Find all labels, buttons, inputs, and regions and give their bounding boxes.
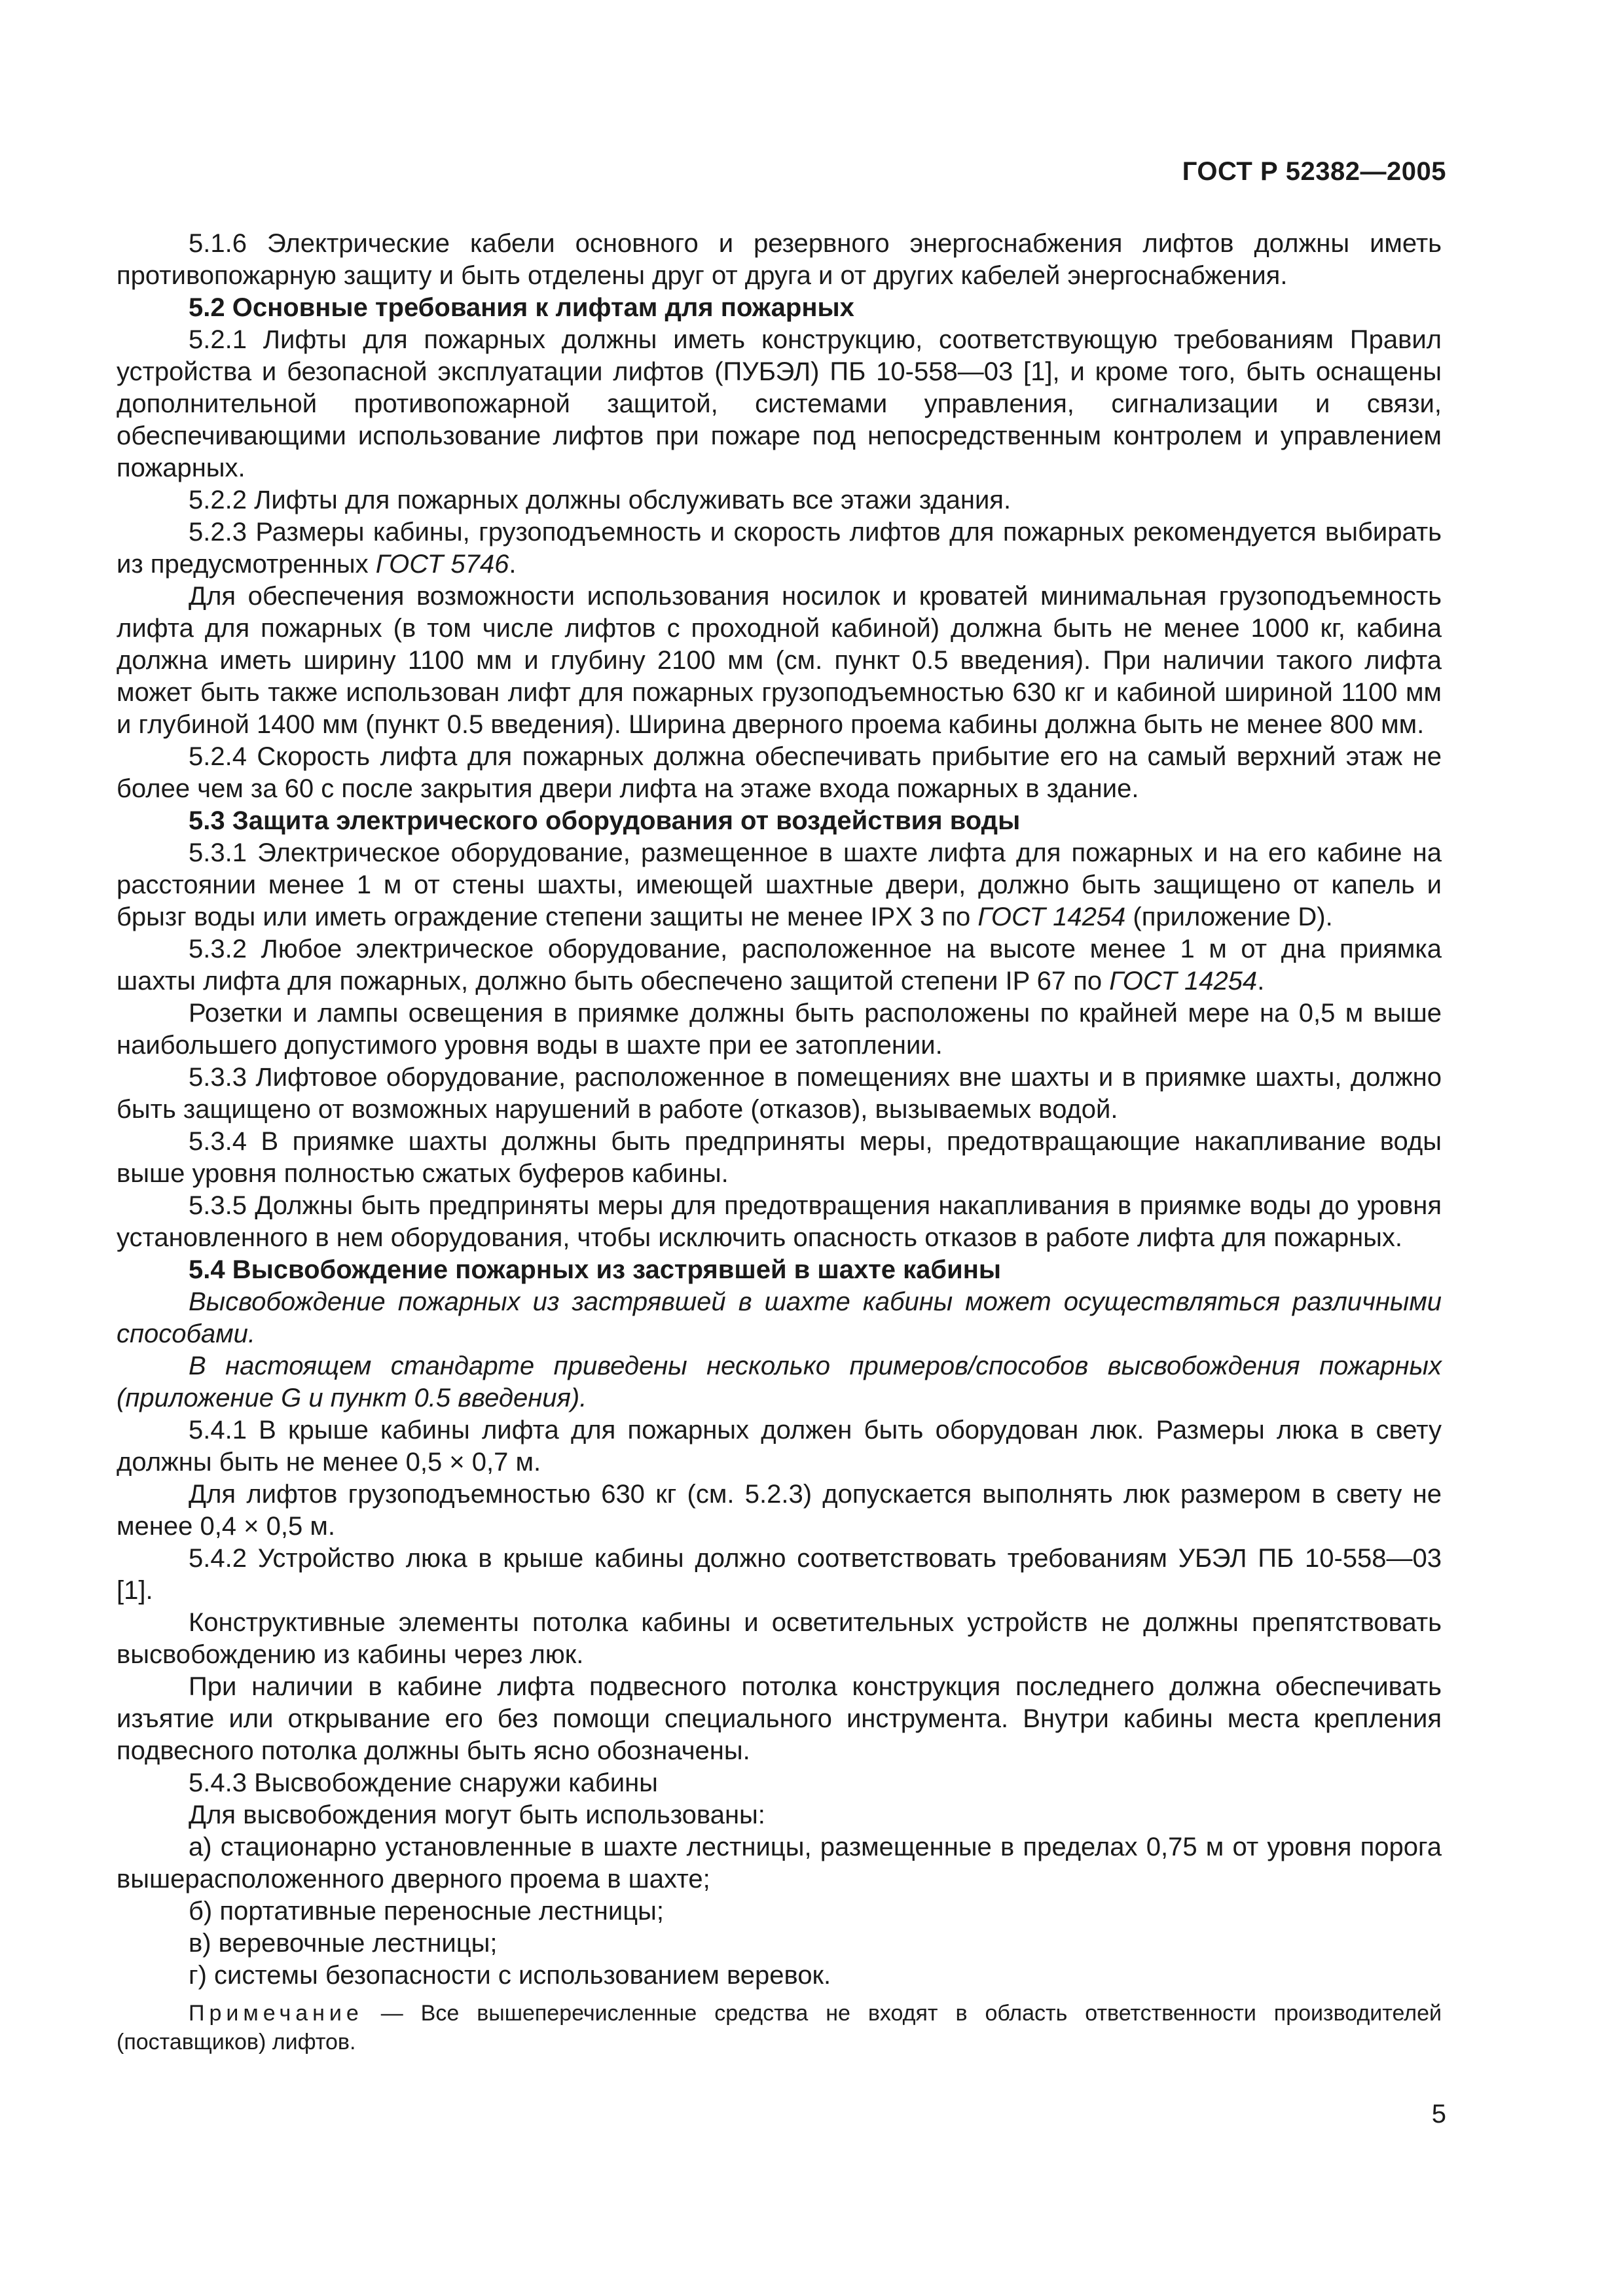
list-item-a: а) стационарно установленные в шахте лестницы, размещенные в пределах 0,75 м от уровня порога вышерасположенного дверного проема в шахте; — [117, 1833, 1442, 1893]
standard-header: ГОСТ Р 52382—2005 — [1182, 157, 1446, 186]
paragraph-5-1-6: 5.1.6 Электрические кабели основного и резервного энергоснабжения лифтов должны иметь противопожарную защиту и быть отделены друг от друга и от других кабелей энергоснабжения. — [117, 229, 1442, 290]
gost-reference: ГОСТ 14254 — [1109, 967, 1258, 996]
paragraph-5-2-3-cont: Для обеспечения возможности использования носилок и кроватей минимальная грузоподъемность лифта для пожарных (в том числе лифтов с проходной кабиной) должна быть не менее 1000 кг, кабина должна иметь ширину 1100 мм и глубину 2100 мм (см. пункт 0.5 введения). При наличии такого лифта может быть также использован лифт для пожарных грузоподъемностью 630 кг и кабиной шириной 1100 мм и глубиной 1400 мм (пункт 0.5 введения). Ширина дверного проема кабины должна быть не менее 800 мм. — [117, 582, 1442, 739]
list-item-b: б) портативные переносные лестницы; — [189, 1897, 665, 1926]
paragraph-5-3-2 — [117, 933, 1442, 997]
note — [117, 1999, 1442, 2056]
paragraph-5-3-5: 5.3.5 Должны быть предприняты меры для предотвращения накапливания в приямке воды до уровня установленного в нем оборудования, чтобы исключить опасность отказов в работе лифта для пожарных. — [117, 1191, 1442, 1252]
list-item-c: в) веревочные лестницы; — [189, 1929, 498, 1958]
paragraph-5-4-3: 5.4.3 Высвобождение снаружи кабины — [189, 1768, 658, 1797]
paragraph-5-4-2-ceiling: При наличии в кабине лифта подвесного потолка конструкция последнего должна обеспечивать изъятие или открывание его без помощи специального инструмента. Внутри кабины места крепления подвесного потолка должны быть ясно обозначены. — [117, 1672, 1442, 1765]
paragraph-5-3-4: 5.3.4 В приямке шахты должны быть предприняты меры, предотвращающие накапливание воды выше уровня полностью сжатых буферов кабины. — [117, 1127, 1442, 1188]
page-number: 5 — [1431, 2100, 1446, 2128]
paragraph-5-3-2-end: . — [1257, 967, 1265, 996]
section-heading-5-3: 5.3 Защита электрического оборудования от воздействия воды — [189, 806, 1021, 835]
paragraph-5-4-1: 5.4.1 В крыше кабины лифта для пожарных должен быть оборудован люк. Размеры люка в свету должны быть не менее 0,5 × 0,7 м. — [117, 1416, 1442, 1477]
paragraph-5-3-2-cont: Розетки и лампы освещения в приямке должны быть расположены по крайней мере на 0,5 м выше наибольшего допустимого уровня воды в шахте при ее затоплении. — [117, 999, 1442, 1060]
paragraph-5-3-1 — [117, 837, 1442, 933]
paragraph-5-2-4: 5.2.4 Скорость лифта для пожарных должна обеспечивать прибытие его на самый верхний этаж не более чем за 60 с после закрытия двери лифта на этаже входа пожарных в здание. — [117, 742, 1442, 803]
paragraph-5-2-2: 5.2.2 Лифты для пожарных должны обслуживать все этажи здания. — [189, 486, 1012, 514]
gost-reference: ГОСТ 14254 — [977, 903, 1126, 931]
paragraph-5-3-2-text: 5.3.2 Любое электрическое оборудование, расположенное на высоте менее 1 м от дна приямка шахты лифта для пожарных, должно быть обеспечено защитой степени IP 67 по — [117, 935, 1442, 996]
paragraph-5-2-3-end: . — [509, 550, 517, 579]
paragraph-5-3-3: 5.3.3 Лифтовое оборудование, расположенное в помещениях вне шахты и в приямке шахты, должно быть защищено от возможных нарушений в работе (отказов), вызываемых водой. — [117, 1063, 1442, 1124]
note-label: Примечание — [189, 2001, 363, 2026]
paragraph-5-4-3-intro: Для высвобождения могут быть использованы: — [189, 1801, 765, 1829]
paragraph-5-4-2-cont: Конструктивные элементы потолка кабины и осветительных устройств не должны препятствовать высвобождению из кабины через люк. — [117, 1608, 1442, 1669]
note-text: — Все вышеперечисленные средства не входят в область ответственности производителей (поставщиков) лифтов. — [117, 2001, 1442, 2054]
section-heading-5-2: 5.2 Основные требования к лифтам для пожарных — [189, 293, 854, 322]
list-item-d: г) системы безопасности с использованием веревок. — [189, 1961, 831, 1990]
document-body — [117, 228, 1442, 1992]
section-heading-5-4: 5.4 Высвобождение пожарных из застрявшей в шахте кабины — [189, 1255, 1002, 1284]
paragraph-5-2-1: 5.2.1 Лифты для пожарных должны иметь конструкцию, соответствующую требованиям Правил устройства и безопасной эксплуатации лифтов (ПУБЭЛ) ПБ 10-558—03 [1], и кроме того, быть оснащены дополнительной противопожарной защитой, системами управления, сигнализации и связи, обеспечивающими использование лифтов при пожаре под непосредственным контролем и управлением пожарных. — [117, 325, 1442, 482]
paragraph-5-2-3-text: 5.2.3 Размеры кабины, грузоподъемность и скорость лифтов для пожарных рекомендуется выбирать из предусмотренных — [117, 518, 1442, 579]
paragraph-5-3-1-text: 5.3.1 Электрическое оборудование, размещенное в шахте лифта для пожарных и на его кабине на расстоянии менее 1 м от стены шахты, имеющей шахтные двери, должно быть защищено от капель и брызг воды или иметь ограждение степени защиты не менее IPX 3 по — [117, 838, 1442, 931]
gost-reference: ГОСТ 5746 — [375, 550, 509, 579]
paragraph-5-4-1-cont: Для лифтов грузоподъемностью 630 кг (см. 5.2.3) допускается выполнять люк размером в свету не менее 0,4 × 0,5 м. — [117, 1480, 1442, 1541]
paragraph-5-3-1-end: (приложение D). — [1125, 903, 1333, 931]
paragraph-5-2-3 — [117, 516, 1442, 581]
paragraph-5-4-2: 5.4.2 Устройство люка в крыше кабины должно соответствовать требованиям УБЭЛ ПБ 10-558—03 [1]. — [117, 1544, 1442, 1605]
paragraph-5-4-intro: Высвобождение пожарных из застрявшей в шахте кабины может осуществляться различными способами. — [117, 1287, 1442, 1348]
paragraph-5-4-examples: В настоящем стандарте приведены несколько примеров/способов высвобождения пожарных (приложение G и пункт 0.5 введения). — [117, 1352, 1442, 1412]
